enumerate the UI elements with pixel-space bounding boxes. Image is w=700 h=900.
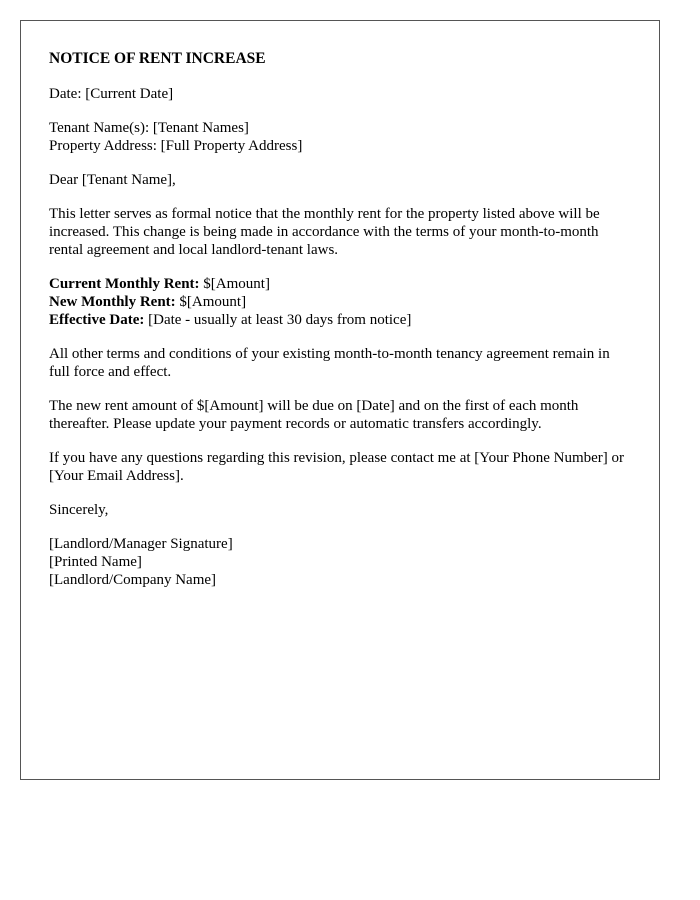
closing: Sincerely, (49, 502, 109, 518)
signature-line: [Landlord/Manager Signature] (49, 536, 233, 552)
current-rent-value: $[Amount] (199, 276, 270, 292)
intro-paragraph: This letter serves as formal notice that the monthly rent for the property listed above will be increased. This change is being made in accordance with the terms of your month-to-month rental agreement and local landlord-tenant laws. (49, 206, 600, 258)
date-line: Date: [Current Date] (49, 86, 174, 102)
rent-details-block (49, 275, 631, 329)
tenant-info-block (49, 119, 631, 155)
current-rent-label: Current Monthly Rent: (49, 276, 200, 292)
new-rent-value: $[Amount] (175, 294, 247, 310)
letter-page (20, 20, 660, 780)
new-rent-line (49, 293, 631, 311)
tenant-names-line: Tenant Name(s): [Tenant Names] (49, 120, 249, 136)
company-name-line: [Landlord/Company Name] (49, 572, 217, 588)
contact-paragraph: If you have any questions regarding this revision, please contact me at [Your Phone Number] or [Your Email Address]. (49, 450, 625, 484)
letter-title: NOTICE OF RENT INCREASE (49, 50, 266, 67)
property-address-line: Property Address: [Full Property Address] (49, 138, 303, 154)
effective-date-label: Effective Date: (49, 312, 145, 328)
current-rent-line (49, 275, 631, 293)
effective-date-value: [Date - usually at least 30 days from notice] (144, 312, 412, 328)
salutation: Dear [Tenant Name], (49, 172, 176, 188)
effective-date-line (49, 311, 631, 329)
payment-paragraph: The new rent amount of $[Amount] will be due on [Date] and on the first of each month thereafter. Please update your payment records or automatic transfers accordingly. (49, 398, 579, 432)
new-rent-label: New Monthly Rent: (49, 294, 176, 310)
signature-block (49, 535, 631, 589)
terms-paragraph: All other terms and conditions of your existing month-to-month tenancy agreement remain in full force and effect. (49, 346, 610, 380)
printed-name-line: [Printed Name] (49, 554, 142, 570)
